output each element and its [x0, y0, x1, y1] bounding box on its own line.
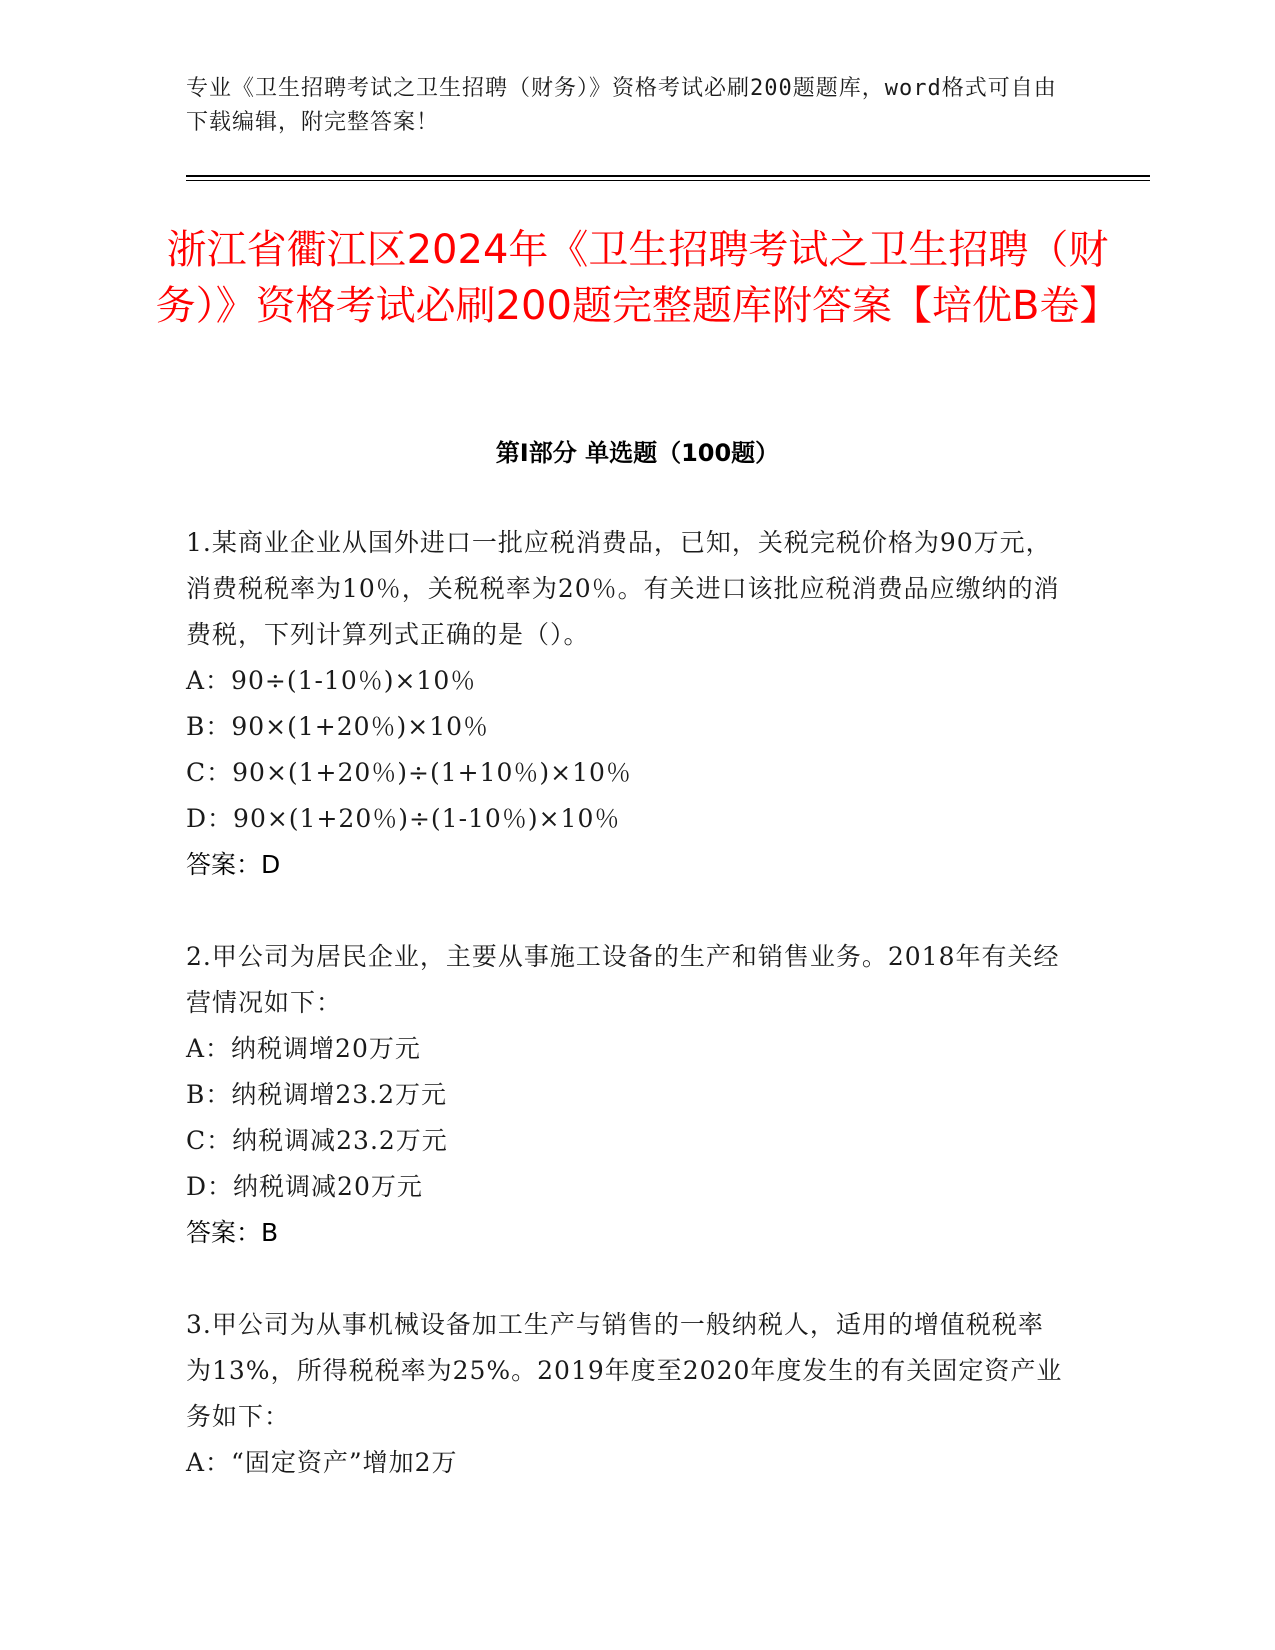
- option-d: D：纳税调减20万元: [186, 1172, 423, 1201]
- option-a: A：纳税调增20万元: [186, 1034, 421, 1063]
- question-3: [186, 1302, 1066, 1486]
- answer: 答案：D: [186, 850, 281, 879]
- header-divider-thick: [186, 175, 1150, 177]
- question-2: [186, 934, 1066, 1256]
- option-b: B：90×(1+20％)×10％: [186, 712, 490, 741]
- question-text: 1.某商业企业从国外进口一批应税消费品，已知，关税完税价格为90万元，消费税税率为10％，关税税率为20％。有关进口该批应税消费品应缴纳的消费税，下列计算列式正确的是（）。: [186, 528, 1060, 649]
- option-b: B：纳税调增23.2万元: [186, 1080, 448, 1109]
- answer: 答案：B: [186, 1218, 279, 1247]
- question-list: [186, 520, 1066, 1532]
- option-a: A：90÷(1-10％)×10％: [186, 666, 477, 695]
- option-a: A：“固定资产”增加2万: [186, 1448, 458, 1477]
- header-divider-thin: [186, 180, 1150, 181]
- question-1: [186, 520, 1066, 888]
- question-text: 2.甲公司为居民企业，主要从事施工设备的生产和销售业务。2018年有关经营情况如下：: [186, 942, 1060, 1017]
- option-c: C：纳税调减23.2万元: [186, 1126, 448, 1155]
- header-note: 专业《卫生招聘考试之卫生招聘（财务）》资格考试必刷200题题库，word格式可自由下载编辑，附完整答案！: [186, 76, 1057, 135]
- option-c: C：90×(1+20％)÷(1+10％)×10％: [186, 758, 632, 787]
- section-title: 第Ⅰ部分 单选题（100题）: [495, 439, 780, 467]
- document-title: 浙江省衢江区2024年《卫生招聘考试之卫生招聘（财务）》资格考试必刷200题完整题库附答案【培优B卷】: [155, 227, 1120, 329]
- question-text: 3.甲公司为从事机械设备加工生产与销售的一般纳税人，适用的增值税税率为13%，所得税税率为25%。2019年度至2020年度发生的有关固定资产业务如下：: [186, 1310, 1063, 1431]
- option-d: D：90×(1+20％)÷(1-10％)×10％: [186, 804, 621, 833]
